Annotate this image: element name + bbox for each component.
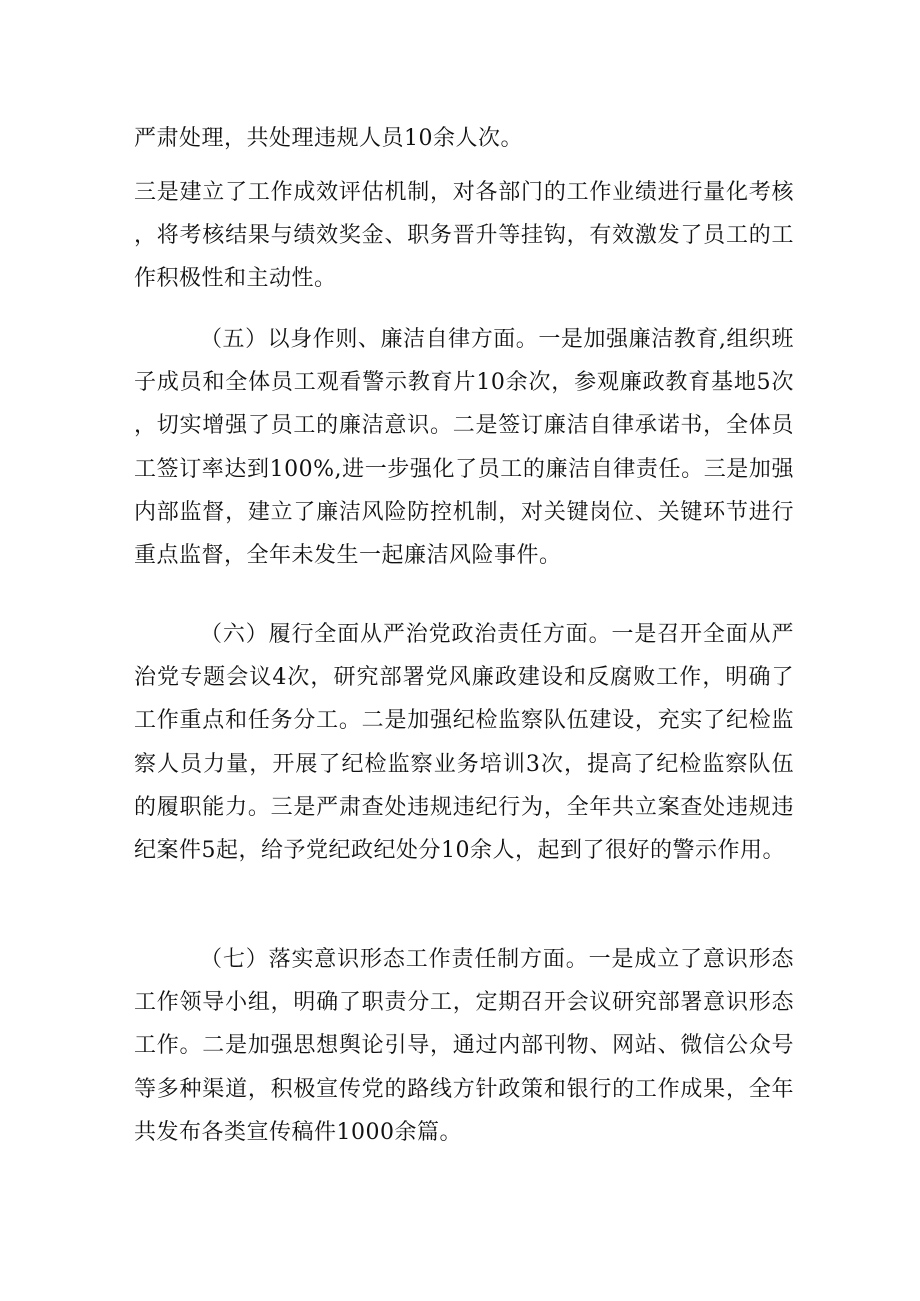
paragraph-section-five: （五）以身作则、廉洁自律方面。一是加强廉洁教育,组织班子成员和全体员工观看警示教育片10余次，参观廉政教育基地5次，切实增强了员工的廉洁意识。二是签订廉洁自律承诺书，全体员工签订率达到100%,进一步强化了员工的廉洁自律责任。三是加强内部监督，建立了廉洁风险防控机制，对关键岗位、关键环节进行重点监督，全年未发生一起廉洁风险事件。 bbox=[134, 327, 794, 569]
paragraph-section-seven: （七）落实意识形态工作责任制方面。一是成立了意识形态工作领导小组，明确了职责分工，定期召开会议研究部署意识形态工作。二是加强思想舆论引导，通过内部刊物、网站、微信公众号等多种渠道，积极宣传党的路线方针政策和银行的工作成果，全年共发布各类宣传稿件1000余篇。 bbox=[134, 947, 794, 1145]
paragraph-continuation: 严肃处理，共处理违规人员10余人次。 bbox=[134, 126, 523, 151]
paragraph-evaluation-mechanism: 三是建立了工作成效评估机制，对各部门的工作业绩进行量化考核，将考核结果与绩效奖金、职务晋升等挂钩，有效激发了员工的工作积极性和主动性。 bbox=[134, 180, 794, 292]
paragraph-section-six: （六）履行全面从严治党政治责任方面。一是召开全面从严治党专题会议4次，研究部署党风廉政建设和反腐败工作，明确了工作重点和任务分工。二是加强纪检监察队伍建设，充实了纪检监察人员力量，开展了纪检监察业务培训3次，提高了纪检监察队伍的履职能力。三是严肃查处违规违纪行为，全年共立案查处违规违纪案件5起，给予党纪政纪处分10余人，起到了很好的警示作用。 bbox=[134, 622, 794, 864]
